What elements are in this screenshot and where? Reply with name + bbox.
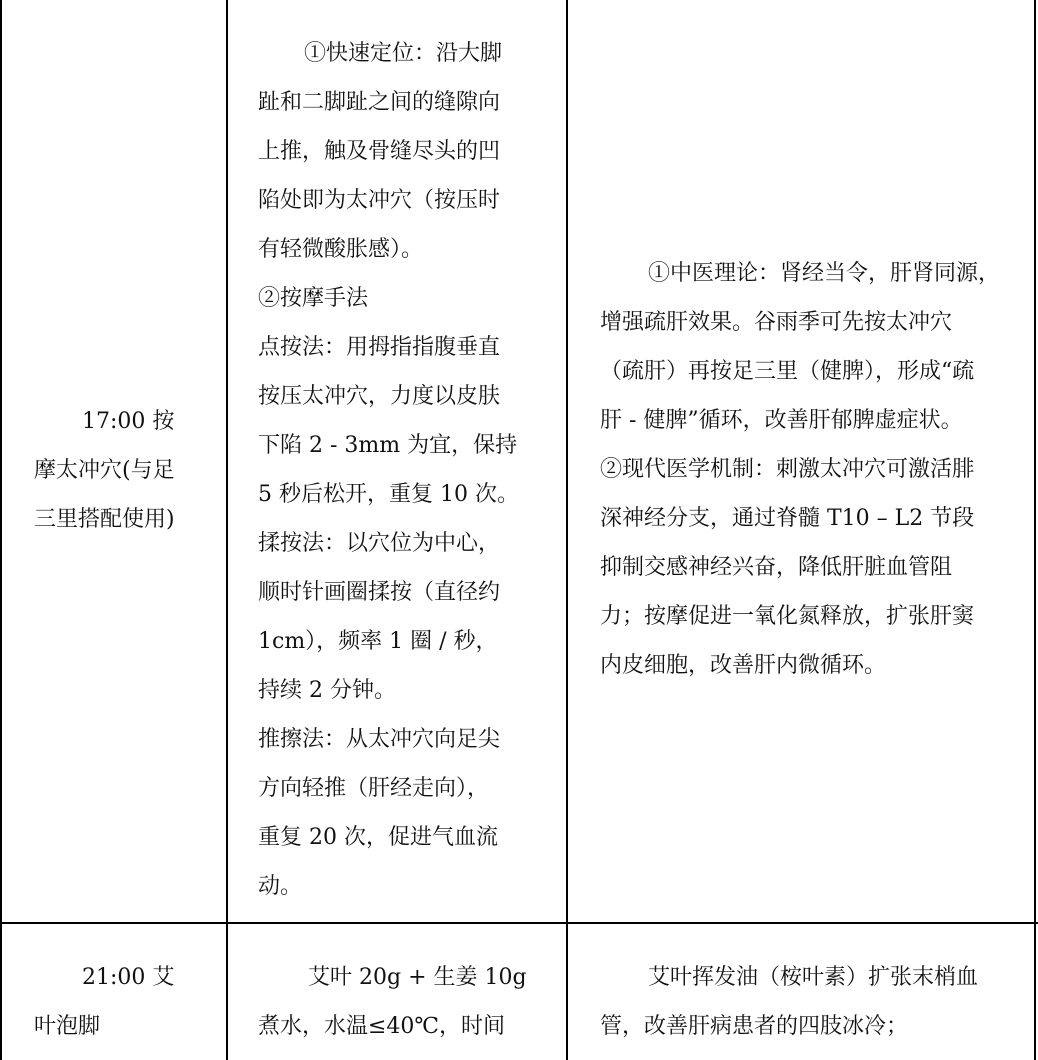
row2-time-line: 叶泡脚	[34, 1014, 101, 1039]
row1-reason-line: ①中医理论：肾经当令，肝肾同源，	[648, 261, 1001, 286]
row1-method-line: 1cm），频率 1 圈 / 秒，	[258, 629, 498, 654]
column-divider-2	[566, 0, 568, 1060]
row1-method-line: 持续 2 分钟。	[258, 678, 396, 703]
row1-time-line: 三里搭配使用)	[34, 507, 175, 532]
row1-method-line: 方向轻推（肝经走向），	[258, 776, 490, 801]
row1-time-line: 17:00 按	[82, 409, 175, 434]
row1-method-line: 下陷 2 - 3mm 为宜，保持	[258, 433, 518, 458]
row1-method-line: 顺时针画圈揉按（直径约	[258, 580, 501, 605]
row1-reason-line: （疏肝）再按足三里（健脾），形成“疏	[600, 359, 975, 384]
row1-reason-line: 内皮细胞，改善肝内微循环。	[600, 653, 887, 678]
row1-method-line: 点按法：用拇指指腹垂直	[258, 335, 501, 360]
table-border-right	[1034, 0, 1036, 1060]
row1-method-line: 上推，触及骨缝尽头的凹	[258, 139, 501, 164]
row1-method-line: 揉按法：以穴位为中心，	[258, 531, 501, 556]
row1-reason-line: 肝 - 健脾”循环，改善肝郁脾虚症状。	[600, 408, 963, 433]
row1-time-line: 摩太冲穴(与足	[34, 458, 175, 483]
row1-reason-line: 抑制交感神经兴奋，降低肝脏血管阻	[600, 555, 953, 580]
row2-time-cell	[34, 953, 174, 1051]
row1-reason-line: 力；按摩促进一氧化氮释放，扩张肝窦	[600, 604, 975, 629]
row1-method-line: 陷处即为太冲穴（按压时	[258, 188, 501, 213]
row1-method-line: 有轻微酸胀感）。	[258, 237, 424, 262]
row1-method-line: 趾和二脚趾之间的缝隙向	[258, 90, 501, 115]
row1-method-line: ①快速定位：沿大脚	[304, 41, 503, 66]
row2-time-line: 21:00 艾	[82, 965, 175, 990]
row2-method-cell	[258, 953, 527, 1051]
row2-reason-line: 艾叶挥发油（桉叶素）扩张末梢血	[648, 965, 979, 990]
row-divider	[0, 922, 1038, 924]
row1-reason-line: 深神经分支，通过脊髓 T10 – L2 节段	[600, 506, 975, 531]
row2-reason-cell	[600, 953, 978, 1051]
row2-method-line: 艾叶 20g + 生姜 10g	[308, 965, 527, 990]
row1-time-cell	[34, 397, 175, 544]
row1-reason-line: ②现代医学机制：刺激太冲穴可激活腓	[600, 457, 975, 482]
row1-method-line: 按压太冲穴，力度以皮肤	[258, 384, 501, 409]
row2-reason-line: 管，改善肝病患者的四肢冰冷；	[600, 1014, 909, 1039]
row1-method-line: 重复 20 次，促进气血流	[258, 825, 498, 850]
row1-method-line: 动。	[258, 874, 303, 899]
row2-method-line: 煮水，水温≤40℃，时间	[258, 1014, 506, 1039]
row1-method-line: 5 秒后松开，重复 10 次。	[258, 482, 519, 507]
row1-reason-cell	[600, 249, 1000, 690]
row1-reason-line: 增强疏肝效果。谷雨季可先按太冲穴	[600, 310, 953, 335]
column-divider-1	[226, 0, 228, 1060]
row1-method-line: 推擦法：从太冲穴向足尖	[258, 727, 501, 752]
row1-method-cell	[258, 29, 519, 911]
row1-method-line: ②按摩手法	[258, 286, 369, 311]
table-border-left	[0, 0, 2, 1060]
